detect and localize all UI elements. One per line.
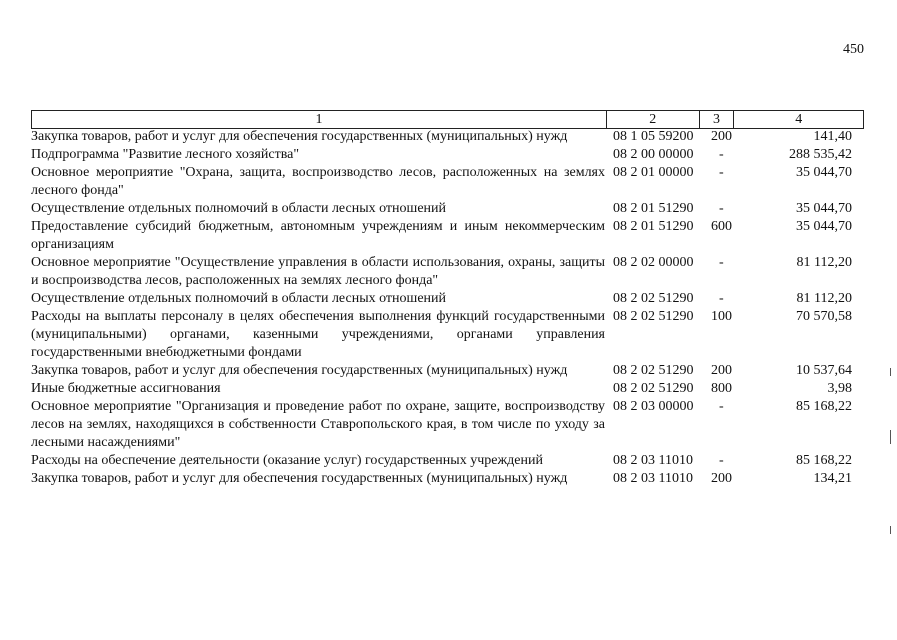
row-description: Основное мероприятие "Организация и проведение работ по охране, защите, воспроизводству лесов на землях, находящихся в собственности Ставропольского края, в том числе по уходу за лесными насаждениями" bbox=[31, 399, 605, 450]
row-description: Закупка товаров, работ и услуг для обеспечения государственных (муниципальных) нужд bbox=[31, 129, 568, 144]
table-row bbox=[31, 146, 862, 164]
scan-margin-mark bbox=[890, 526, 891, 534]
row-code: 08 1 05 59200 bbox=[613, 129, 694, 144]
scan-margin-mark bbox=[890, 430, 891, 444]
row-amount: 85 168,22 bbox=[796, 399, 852, 414]
row-code: 08 2 01 51290 bbox=[613, 201, 694, 216]
row-amount: 81 112,20 bbox=[796, 255, 852, 270]
row-expense-type: 600 bbox=[711, 219, 732, 234]
row-amount: 141,40 bbox=[813, 129, 852, 144]
table-row bbox=[31, 308, 862, 362]
table-row bbox=[31, 254, 862, 290]
row-expense-type: - bbox=[719, 165, 724, 180]
table-row bbox=[31, 128, 862, 146]
row-code: 08 2 02 51290 bbox=[613, 291, 694, 306]
header-col-2: 2 bbox=[607, 111, 700, 128]
row-code: 08 2 03 00000 bbox=[613, 399, 694, 414]
header-col-4: 4 bbox=[795, 112, 803, 127]
row-code: 08 2 01 51290 bbox=[613, 219, 694, 234]
row-description: Осуществление отдельных полномочий в области лесных отношений bbox=[31, 201, 447, 216]
row-description: Закупка товаров, работ и услуг для обеспечения государственных (муниципальных) нужд bbox=[31, 363, 568, 378]
header-col-1: 1 bbox=[32, 111, 607, 128]
row-expense-type: 100 bbox=[711, 309, 732, 324]
header-col-3: 3 bbox=[700, 111, 735, 128]
row-amount: 70 570,58 bbox=[796, 309, 852, 324]
scan-margin-mark bbox=[890, 368, 891, 376]
row-description: Иные бюджетные ассигнования bbox=[31, 381, 221, 396]
row-description: Закупка товаров, работ и услуг для обеспечения государственных (муниципальных) нужд bbox=[31, 471, 568, 486]
row-amount: 10 537,64 bbox=[796, 363, 852, 378]
row-amount: 134,21 bbox=[813, 471, 852, 486]
row-description: Основное мероприятие "Охрана, защита, воспроизводство лесов, расположенных на землях лесного фонда" bbox=[31, 165, 605, 198]
row-expense-type: 800 bbox=[711, 381, 732, 396]
row-code: 08 2 00 00000 bbox=[613, 147, 694, 162]
table-row bbox=[31, 362, 862, 380]
table-row bbox=[31, 200, 862, 218]
row-expense-type: - bbox=[719, 147, 724, 162]
row-code: 08 2 02 51290 bbox=[613, 381, 694, 396]
row-code: 08 2 02 51290 bbox=[613, 363, 694, 378]
row-amount: 85 168,22 bbox=[796, 453, 852, 468]
table-row bbox=[31, 470, 862, 488]
row-description: Подпрограмма "Развитие лесного хозяйства" bbox=[31, 147, 300, 162]
row-amount: 81 112,20 bbox=[796, 291, 852, 306]
row-code: 08 2 02 00000 bbox=[613, 255, 694, 270]
row-amount: 288 535,42 bbox=[789, 147, 852, 162]
table-row bbox=[31, 452, 862, 470]
table-row bbox=[31, 290, 862, 308]
row-amount: 35 044,70 bbox=[796, 219, 852, 234]
table-row bbox=[31, 164, 862, 200]
row-expense-type: - bbox=[719, 291, 724, 306]
row-code: 08 2 02 51290 bbox=[613, 309, 694, 324]
row-description: Расходы на выплаты персоналу в целях обеспечения выполнения функций государственными (муниципальными) органами, казенными учреждениями, органами управления государственными внебюджетными фондами bbox=[31, 309, 605, 360]
row-description: Предоставление субсидий бюджетным, автономным учреждениям и иным некоммерческим организациям bbox=[31, 219, 605, 252]
row-description: Расходы на обеспечение деятельности (оказание услуг) государственных учреждений bbox=[31, 453, 543, 468]
row-amount: 35 044,70 bbox=[796, 201, 852, 216]
row-expense-type: 200 bbox=[711, 129, 732, 144]
row-expense-type: - bbox=[719, 453, 724, 468]
row-description: Основное мероприятие "Осуществление управления в области использования, охраны, защиты и воспроизводства лесов, расположенных на землях лесного фонда" bbox=[31, 255, 605, 288]
row-code: 08 2 03 11010 bbox=[613, 471, 693, 486]
page-number: 450 bbox=[843, 42, 864, 57]
row-amount: 3,98 bbox=[827, 381, 852, 396]
row-expense-type: 200 bbox=[711, 363, 732, 378]
row-expense-type: - bbox=[719, 399, 724, 414]
table-body bbox=[31, 128, 862, 488]
table-row bbox=[31, 218, 862, 254]
table-row bbox=[31, 380, 862, 398]
table-row bbox=[31, 398, 862, 452]
row-code: 08 2 01 00000 bbox=[613, 165, 694, 180]
row-code: 08 2 03 11010 bbox=[613, 453, 693, 468]
row-description: Осуществление отдельных полномочий в области лесных отношений bbox=[31, 291, 447, 306]
row-amount: 35 044,70 bbox=[796, 165, 852, 180]
row-expense-type: - bbox=[719, 255, 724, 270]
row-expense-type: 200 bbox=[711, 471, 732, 486]
table-header bbox=[31, 110, 864, 129]
row-expense-type: - bbox=[719, 201, 724, 216]
